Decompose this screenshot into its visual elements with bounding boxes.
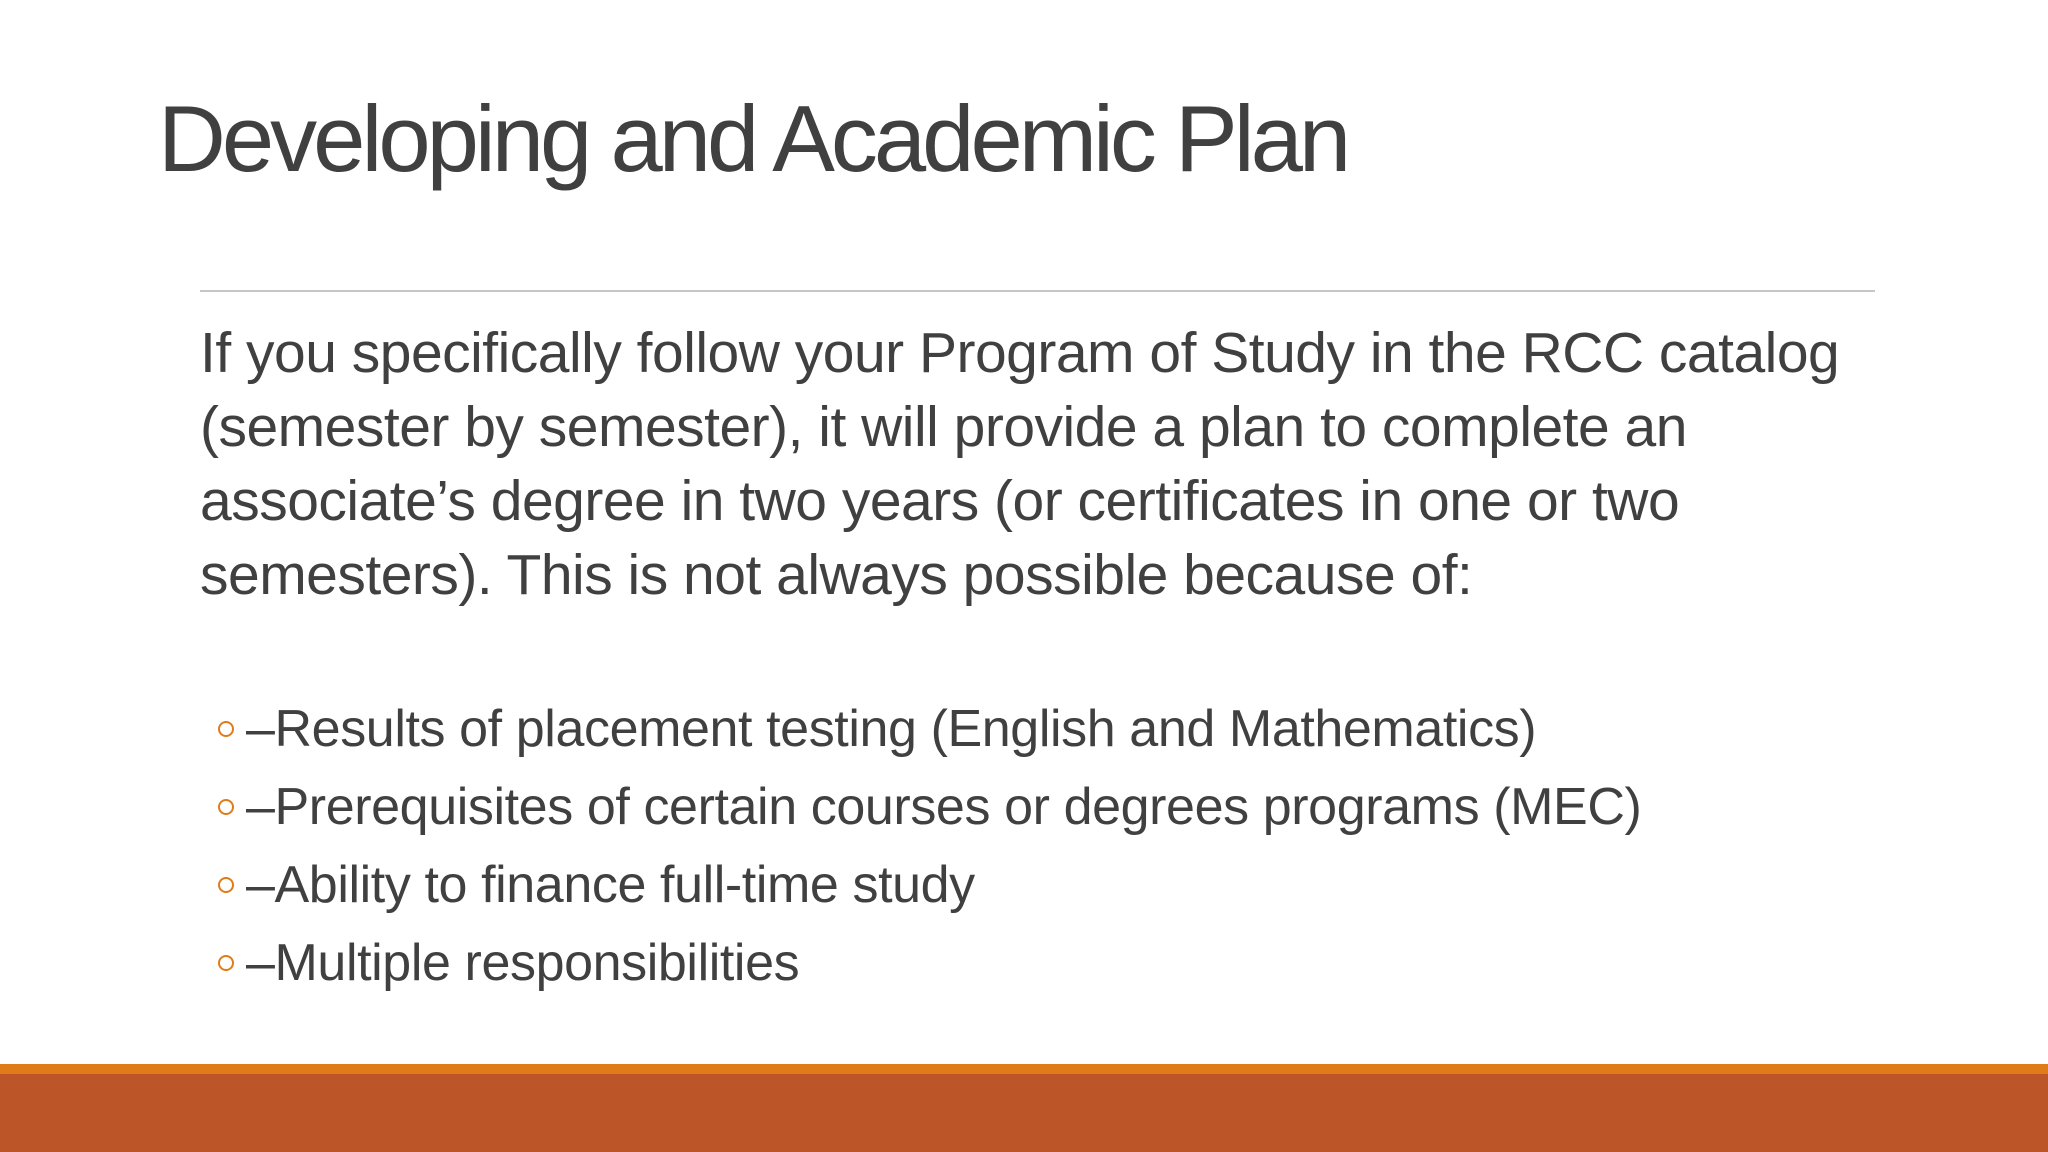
circle-bullet-icon bbox=[218, 955, 234, 971]
bullet-item bbox=[218, 846, 1641, 924]
bullet-text: –Results of placement testing (English and Mathematics) bbox=[246, 700, 1537, 758]
body-paragraph: If you specifically follow your Program of Study in the RCC catalog (semester by semester), it will provide a plan to complete an associate’s degree in two years (or certificates in one or two semesters). This is not always possible because of: bbox=[200, 321, 1840, 607]
circle-bullet-icon bbox=[218, 721, 234, 737]
bullet-text: –Multiple responsibilities bbox=[246, 934, 800, 992]
bullet-list bbox=[218, 690, 1641, 1002]
circle-bullet-icon bbox=[218, 799, 234, 815]
bullet-text: –Prerequisites of certain courses or degrees programs (MEC) bbox=[246, 778, 1642, 836]
bullet-item bbox=[218, 768, 1641, 846]
bullet-item bbox=[218, 690, 1641, 768]
title-divider bbox=[200, 290, 1875, 292]
circle-bullet-icon bbox=[218, 877, 234, 893]
footer-accent-stripe bbox=[0, 1064, 2048, 1074]
slide-title: Developing and Academic Plan bbox=[158, 86, 1348, 191]
bullet-item bbox=[218, 924, 1641, 1002]
footer-bar bbox=[0, 1074, 2048, 1152]
bullet-text: –Ability to finance full-time study bbox=[246, 856, 975, 914]
